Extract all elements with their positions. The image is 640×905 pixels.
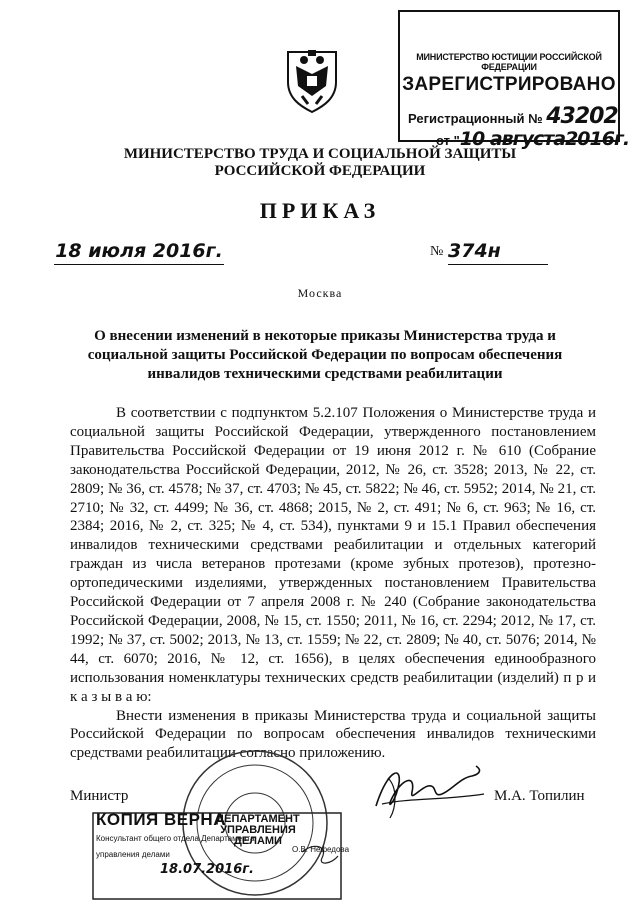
ministry-header — [0, 146, 640, 180]
order-number: 374н — [448, 240, 548, 265]
minister-position: Министр — [70, 788, 129, 804]
copy-stamp-signer: О.В. Нефедова — [292, 845, 350, 854]
registration-ministry: МИНИСТЕРСТВО ЮСТИЦИИ РОССИЙСКОЙ ФЕДЕРАЦИИ — [416, 52, 602, 72]
copy-stamp-position: Консультант общего отдела Департамента — [96, 834, 255, 843]
seal-department-text: ДЕПАРТАМЕНТ УПРАВЛЕНИЯ ДЕЛАМИ — [216, 813, 300, 847]
registration-date-year: 2016г. — [565, 128, 630, 150]
minister-name: М.А. Топилин — [494, 788, 585, 804]
registration-number-row — [408, 104, 618, 129]
minister-signature-icon — [368, 758, 488, 822]
copy-stamp-department: управления делами — [96, 850, 170, 859]
copy-stamp-title: КОПИЯ ВЕРНА — [96, 810, 226, 829]
ministry-line-2: РОССИЙСКОЙ ФЕДЕРАЦИИ — [214, 163, 426, 179]
city: Москва — [297, 286, 343, 300]
state-emblem-icon — [282, 44, 342, 114]
order-subject: О внесении изменений в некоторые приказы Министерства труда и социальной защиты Российской Федерации по вопросам обеспечения инвалидов техническими средствами реабилитации — [87, 328, 563, 382]
ministry-line-1: МИНИСТЕРСТВО ТРУДА И СОЦИАЛЬНОЙ ЗАЩИТЫ — [123, 146, 517, 162]
body-paragraph-1: В соответствии с подпунктом 5.2.107 Положения о Министерстве труда и социальной защиты Российской Федерации, утвержденного постановлением Правительства Российской Федерации от 19 июня 2012 г. № 610 (Собрание законодательства Российской Федерации, 2012, № 26, ст. 3528; 2013, № 22, ст. 2809; № 36, ст. 4578; № 37, ст. 4703; № 45, ст. 5822; № 46, ст. 5952; 2014, № 21, ст. 2710; № 32, ст. 4499; № 36, ст. 4868; 2015, № 2, ст. 491; № 6, ст. 963; № 16, ст. 2384; 2016, № 2, ст. 325; № 4, ст. 534), пунктами 9 и 15.1 Правил обеспечения инвалидов техническими средствами реабилитации и отдельных категорий граждан из числа ветеранов протезами (кроме зубных протезов), протезно-ортопедическими изделиями, утвержденных постановлением Правительства Российской Федерации от 7 апреля 2008 г. № 240 (Собрание законодательства Российской Федерации, 2008, № 15, ст. 1550; 2011, № 16, ст. 2294; 2012, № 17, ст. 1992; № 37, ст. 5002; 2013, № 13, ст. 1559; № 22, ст. 2809; № 40, ст. 5076; 2014, № 44, ст. 6070; 2016, № 12, ст. 1656), в целях обеспечения единообразного использования номенклатуры технических средств реабилитации (изделий) п р и к а з ы в а ю: — [70, 405, 596, 705]
order-date: 18 июля 2016г. — [54, 240, 224, 265]
order-number-label: № — [430, 244, 444, 259]
order-body — [70, 404, 596, 763]
registration-date-value: 10 августа — [459, 128, 566, 150]
document-type: ПРИКАЗ — [259, 198, 381, 223]
registration-stamp — [398, 10, 630, 150]
registration-number-label: Регистрационный № — [408, 111, 543, 126]
registration-date-prefix: от " — [436, 133, 460, 148]
body-paragraph-2: Внести изменения в приказы Министерства труда и социальной защиты Российской Федерации по вопросам обеспечения инвалидов техническими средствами реабилитации согласно приложению. — [70, 707, 596, 762]
registration-status: ЗАРЕГИСТРИРОВАНО — [402, 74, 616, 95]
copy-stamp-date: 18.07.2016г. — [160, 862, 254, 877]
registration-number-value: 43202 — [546, 104, 618, 129]
